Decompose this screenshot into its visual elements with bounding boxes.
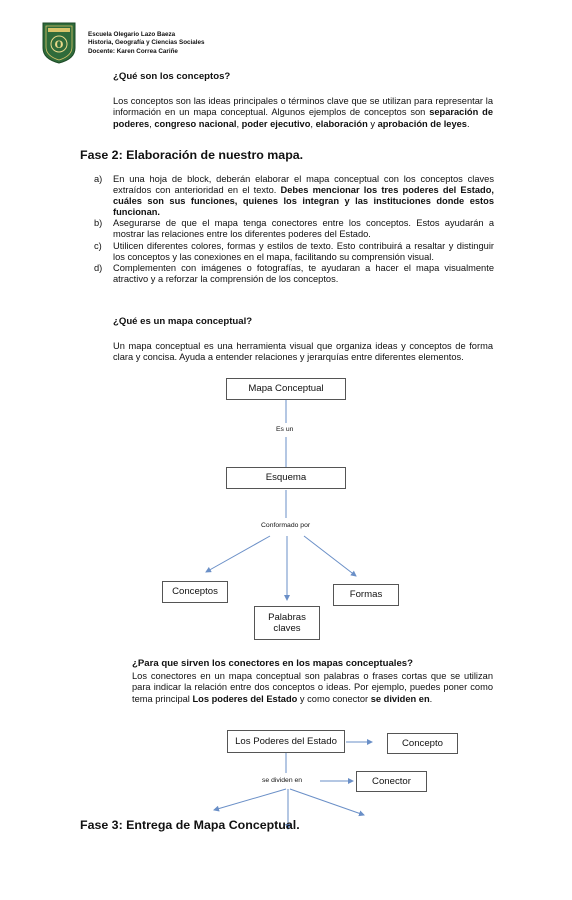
- node-formas: Formas: [333, 584, 399, 606]
- separator: y: [367, 118, 378, 129]
- list-marker: c): [94, 240, 102, 251]
- mapa-title: ¿Qué es un mapa conceptual?: [113, 316, 253, 327]
- conectores-title: ¿Para que sirven los conectores en los mapas conceptuales?: [132, 658, 413, 669]
- separator: ,: [236, 118, 242, 129]
- fase3-title: Fase 3: Entrega de Mapa Conceptual.: [80, 818, 300, 832]
- conectores-text: Los conectores en un mapa conceptual son palabras o frases cortas que se utilizan para indicar la relación entre dos conceptos o ideas. Por ejemplo, puedes poner como tema principal: [132, 671, 493, 704]
- concept-example: aprobación de leyes: [377, 118, 467, 129]
- fase2-title: Fase 2: Elaboración de nuestro mapa.: [80, 148, 304, 162]
- list-item-text: Complementen con imágenes o fotografías, te ayudaran a hacer el mapa visualmente atractivo y a reforzar la comprensión de los conceptos.: [113, 262, 494, 284]
- node-poderes-del-estado: Los Poderes del Estado: [227, 730, 345, 753]
- conectores-mid: y como conector: [297, 693, 371, 704]
- list-marker: d): [94, 262, 103, 273]
- list-item-text: En una hoja de block, deberán elaborar el mapa conceptual con los conceptos claves extraídos con anterioridad en el texto.: [113, 174, 494, 196]
- svg-text:O: O: [54, 40, 64, 51]
- concepts-title: ¿Qué son los conceptos?: [113, 71, 231, 82]
- teacher-name: Docente: Karen Correa Cariñe: [88, 47, 178, 55]
- node-concepto: Concepto: [387, 733, 458, 754]
- concept-example: separación de poderes: [113, 107, 493, 129]
- list-marker: b): [94, 218, 103, 229]
- example-connector: se dividen en: [370, 693, 430, 704]
- concept-example: poder ejecutivo: [241, 118, 311, 129]
- node-mapa-conceptual: Mapa Conceptual: [226, 378, 346, 400]
- node-conceptos: Conceptos: [162, 581, 228, 603]
- list-marker: a): [94, 174, 103, 184]
- school-name: Escuela Olegario Lazo Baeza: [88, 31, 176, 38]
- mapa-paragraph: Un mapa conceptual es una herramienta visual que organiza ideas y conceptos de forma clara y concisa. Ayuda a entender relaciones y jerarquías entre diferentes elementos.: [113, 341, 493, 363]
- link-es-un: Es un: [276, 426, 294, 433]
- separator: ,: [310, 118, 316, 129]
- conectores-paragraph: [132, 671, 493, 705]
- node-esquema: Esquema: [226, 467, 346, 489]
- node-palabras-claves: Palabras claves: [254, 606, 320, 640]
- concept-example: elaboración: [315, 118, 368, 129]
- list-item-bold: Debes mencionar los tres poderes del Estado, cuáles son sus funciones, quienes los integran y las instituciones donde estos funcionan.: [113, 185, 494, 218]
- list-item-text: Asegurarse de que el mapa tenga conectores entre los conceptos. Estos ayudarán a mostrar las relaciones entre los diferentes poderes del Estado.: [113, 218, 494, 240]
- example-topic: Los poderes del Estado: [192, 693, 298, 704]
- link-se-dividen-en: se dividen en: [262, 777, 303, 784]
- list-item-text: Utilicen diferentes colores, formas y estilos de texto. Esto contribuirá a resaltar y distinguir los conceptos y las conexiones en el mapa, facilitando su comprensión visual.: [113, 240, 494, 262]
- link-conformado-por: Conformado por: [261, 522, 311, 529]
- node-conector: Conector: [356, 771, 427, 792]
- sentence-end: .: [466, 118, 470, 129]
- concept-example: congreso nacional: [154, 118, 237, 129]
- concepts-text: Los conceptos son las ideas principales o términos clave que se utilizan para representar la información en un mapa conceptual. Algunos ejemplos de conceptos son: [113, 96, 493, 118]
- subject-name: Historia, Geografía y Ciencias Sociales: [88, 39, 205, 47]
- separator: ,: [149, 118, 155, 129]
- sentence-end: .: [429, 693, 433, 704]
